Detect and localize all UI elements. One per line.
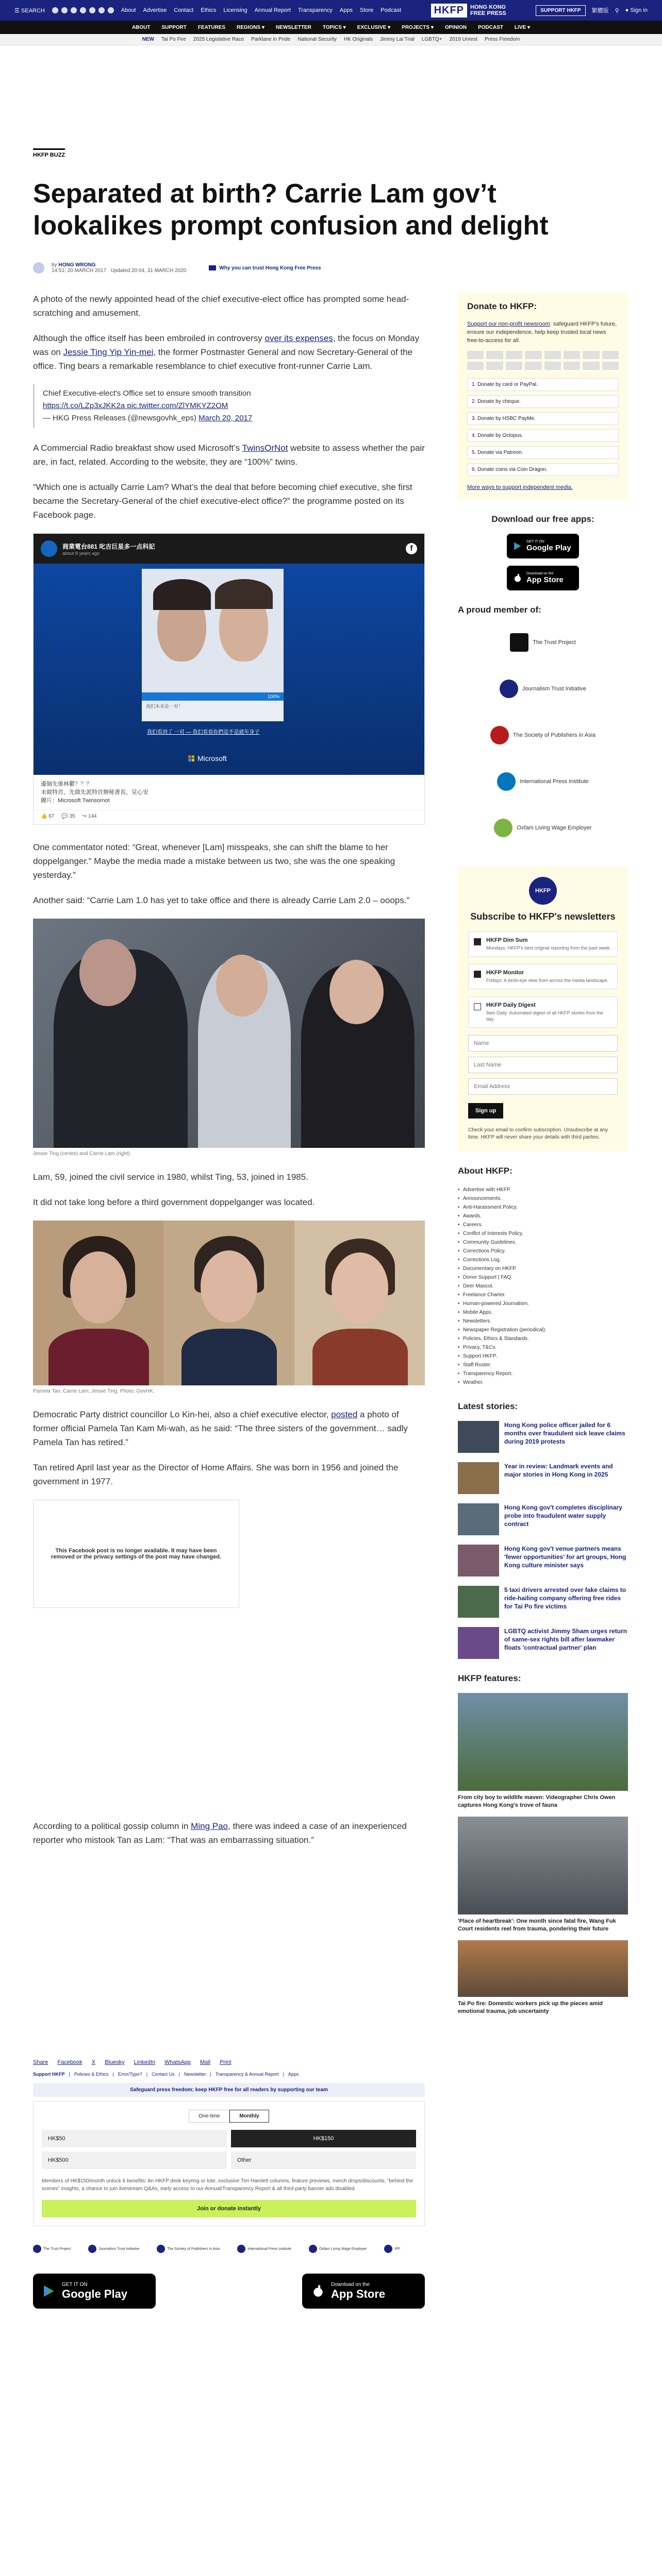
- checkbox[interactable]: [474, 938, 481, 945]
- member-logo[interactable]: Oxfam Living Wage Employer: [458, 810, 628, 846]
- paragraph: It did not take long before a third government doppelganger was located.: [33, 1197, 315, 1207]
- amount-option[interactable]: Other: [231, 2151, 416, 2169]
- author-line: by HONG WRONG 14:51, 20 MARCH 2017 Updated 20:04, 31 MARCH 2020: [52, 262, 187, 274]
- payment-option[interactable]: 2. Donate by cheque.: [467, 395, 619, 408]
- about-link[interactable]: • Community Guidelines.: [458, 1238, 628, 1247]
- trending-item[interactable]: Tai Po Fire: [161, 37, 186, 42]
- partner-logo[interactable]: Oxfam Living Wage Employer: [309, 2245, 367, 2253]
- members-note: Members of HK$150/month unlock 6 benefits: An HKFP desk keyring or tote, exclusive Tim Hamlett columns, feature previews, merch drops/discounts, “behind the scenes” insights, a chance to join livestream Q&As, early access to our Annual/Transparency Report & all third-party banner ads disabled.: [42, 2178, 413, 2192]
- newsletter-option[interactable]: HKFP Dim Sum Mondays: HKFP's best original reporting from the past week.: [468, 931, 618, 957]
- logo-mark: HKFP: [431, 4, 467, 18]
- checkbox[interactable]: [474, 1003, 481, 1010]
- util-link-about[interactable]: About: [121, 7, 136, 13]
- card-icon: [544, 362, 561, 370]
- card-icon: [602, 362, 619, 370]
- card-icon: [486, 351, 503, 359]
- about-link[interactable]: • Announcements.: [458, 1194, 628, 1203]
- story-thumbnail: [458, 1503, 499, 1535]
- share-x[interactable]: X: [91, 2059, 96, 2065]
- feature-story[interactable]: From city boy to wildlife maven: Videographer Chris Owen captures Hong Kong's trove of fauna: [458, 1693, 628, 1809]
- face-lam: [329, 960, 384, 1024]
- utility-bar: [0, 0, 662, 21]
- facebook-video-embed[interactable]: [33, 533, 425, 825]
- join-donate-button[interactable]: Join or donate instantly: [42, 2200, 416, 2217]
- payment-method-icons: [467, 351, 619, 370]
- share-facebook[interactable]: Facebook: [57, 2059, 82, 2065]
- newsletter-option[interactable]: HKFP Monitor Fridays: A birds-eye view from across the media landscape.: [468, 964, 618, 989]
- util-link-store[interactable]: Store: [360, 7, 374, 13]
- search-label: SEARCH: [21, 7, 45, 14]
- partner-logo[interactable]: Journalism Trust Initiative: [88, 2245, 139, 2253]
- match-percentage: 100%: [142, 692, 284, 701]
- portrait-ting: [294, 1221, 425, 1385]
- checkbox[interactable]: [474, 971, 481, 978]
- nav-support[interactable]: SUPPORT: [161, 24, 187, 30]
- hair-left: [153, 579, 211, 610]
- partner-logo[interactable]: IPF: [384, 2245, 400, 2253]
- payment-option[interactable]: 1. Donate by card or PayPal.: [467, 378, 619, 391]
- separator: |: [283, 2072, 284, 2077]
- about-link[interactable]: • Corrections Policy.: [458, 1247, 628, 1256]
- about-link[interactable]: • Freelance Charter.: [458, 1291, 628, 1299]
- member-logo[interactable]: The Society of Publishers in Asia: [458, 717, 628, 753]
- social-icons: [52, 7, 114, 13]
- nav-regions[interactable]: REGIONS ▾: [237, 24, 264, 30]
- card-icon: [506, 351, 522, 359]
- google-play-badge[interactable]: GET IT ON Google Play: [33, 2274, 156, 2309]
- about-link[interactable]: • Staff Roster.: [458, 1361, 628, 1369]
- about-link[interactable]: • Newsletters.: [458, 1317, 628, 1326]
- sidebar: [458, 292, 628, 2309]
- partner-logos: [33, 2245, 425, 2253]
- author-link[interactable]: HONG WRONG: [58, 262, 96, 268]
- apple-icon: [513, 573, 522, 583]
- microsoft-logo: Microsoft: [188, 754, 227, 762]
- article-body: [33, 292, 425, 2309]
- google-play-icon: [513, 541, 522, 551]
- name-field[interactable]: [468, 1035, 618, 1052]
- paragraph: Democratic Party district councillor Lo Kin-hei, also a chief executive elector, posted a photo of former official Pamela Tan Kam Mi-wah, as he said: “The three sisters of the government… sadly Pamela Tan has retired.”: [33, 1410, 408, 1447]
- face-ting: [216, 955, 268, 1016]
- share-linkedin[interactable]: LinkedIn: [134, 2059, 156, 2065]
- paragraph: One commentator noted: “Great, whenever [Lam] misspeaks, she can shift the blame to her doppelganger.” Maybe the media made a mistake between us two, she was the one speaking yesterday.”: [33, 842, 395, 880]
- fb-reactions[interactable]: 👍 67: [41, 814, 55, 819]
- embedded-tweet: [33, 384, 425, 428]
- posted-link[interactable]: posted: [331, 1410, 358, 1419]
- footer-link[interactable]: Apps: [288, 2072, 299, 2077]
- about-link[interactable]: • Weather.: [458, 1378, 628, 1387]
- separator: |: [69, 2072, 70, 2077]
- nav-opinion[interactable]: OPINION: [444, 24, 467, 30]
- about-link[interactable]: • Conflict of Interests Policy.: [458, 1229, 628, 1238]
- paragraph: Lam, 59, joined the civil service in 1980, whilst Ting, 53, joined in 1985.: [33, 1172, 308, 1182]
- story-thumbnail: [458, 1421, 499, 1453]
- amount-option-selected[interactable]: HK$150: [231, 2130, 416, 2147]
- support-newsroom-link[interactable]: Support our non-profit newsroom: [467, 321, 550, 327]
- page-body: [0, 45, 662, 2309]
- story-thumbnail: [458, 1462, 499, 1494]
- partner-logo[interactable]: The Trust Project: [33, 2245, 71, 2253]
- share-row: [33, 2059, 425, 2065]
- features-title: HKFP features:: [458, 1673, 521, 1683]
- about-link[interactable]: • Advertise with HKFP.: [458, 1185, 628, 1194]
- donate-strip[interactable]: Safeguard press freedom; keep HKFP free for all readers by supporting our team: [33, 2083, 425, 2097]
- latest-stories: [458, 1421, 628, 1659]
- app-store-row: [33, 2274, 425, 2309]
- feature-story[interactable]: 'Place of heartbreak': One month since fatal fire, Wang Fuk Court residents reel from trauma, pondering their future: [458, 1817, 628, 1933]
- trust-icon: [209, 265, 216, 270]
- story-thumbnail: [458, 1545, 499, 1577]
- freq-one-time[interactable]: One-time: [189, 2110, 229, 2123]
- fb-shares[interactable]: ↪ 144: [82, 814, 97, 819]
- last-name-field[interactable]: [468, 1057, 618, 1073]
- fb-post-time: about 8 years ago: [62, 550, 100, 556]
- paragraph: Another said: “Carrie Lam 1.0 has yet to take office and there is already Carrie Lam 2.0 – ooops.”: [33, 895, 410, 905]
- nav-topics[interactable]: TOPICS ▾: [322, 24, 346, 30]
- card-icon: [525, 362, 541, 370]
- member-logo[interactable]: The Trust Project: [458, 624, 628, 660]
- donate-box: [33, 2101, 425, 2226]
- twins-result-card: [142, 569, 284, 692]
- about-link[interactable]: • Mobile Apps.: [458, 1308, 628, 1317]
- latest-story[interactable]: 5 taxi drivers arrested over fake claims to ride-hailing company offering free rides for Tai Po fire victims: [458, 1586, 628, 1618]
- paragraph: A photo of the newly appointed head of the chief executive-elect office has prompted some head-scratching and amusement.: [33, 294, 409, 318]
- publish-date: 14:51, 20 MARCH 2017: [52, 268, 107, 274]
- about-link[interactable]: • Support HKFP.: [458, 1352, 628, 1361]
- linkedin-icon[interactable]: [98, 7, 105, 13]
- paragraph: Tan retired April last year as the Director of Home Affairs. She was born in 1956 and joined the government in 1977.: [33, 1463, 399, 1486]
- photo-three-officials: [33, 1221, 425, 1385]
- donate-widget: [458, 292, 628, 500]
- article-footer-links: [33, 2072, 425, 2077]
- article-header: [0, 45, 662, 274]
- card-caption: 我们本来是一对！: [142, 701, 284, 721]
- util-link-annual-report[interactable]: Annual Report: [254, 7, 291, 13]
- footer-link[interactable]: Error/Typo?: [118, 2072, 142, 2077]
- search-link[interactable]: ☰ SEARCH: [14, 7, 45, 14]
- nav-features[interactable]: FEATURES: [197, 24, 226, 30]
- apple-icon: [311, 2284, 325, 2298]
- tweet-text: Chief Executive-elect's Office set to ensure smooth transition: [43, 389, 251, 398]
- x-icon[interactable]: [61, 7, 68, 13]
- fb-video-frame[interactable]: [34, 564, 424, 775]
- tweet-source: — HKG Press Releases (@newsgovhk_eps): [43, 414, 199, 422]
- app-store-badge[interactable]: Download on the App Store: [302, 2274, 425, 2309]
- trending-item[interactable]: 2025 Legislative Race: [193, 37, 244, 42]
- separator: |: [178, 2072, 180, 2077]
- sign-in-link[interactable]: ● Sign in: [625, 7, 648, 13]
- util-link-advertise[interactable]: Advertise: [143, 7, 167, 13]
- apps-title: Download our free apps:: [491, 514, 594, 524]
- photo-caption: Pamela Tan, Carrie Lam, Jessie Ting. Photo: GovHK.: [33, 1388, 155, 1394]
- feature-image: [458, 1817, 628, 1914]
- card-icon: [467, 351, 484, 359]
- frequency-toggle: [42, 2110, 416, 2123]
- util-link-ethics[interactable]: Ethics: [201, 7, 217, 13]
- feature-image: [458, 1940, 628, 1997]
- main-nav: [0, 21, 662, 34]
- trending-item[interactable]: Jimmy Lai Trial: [380, 37, 415, 42]
- trending-bar: [0, 34, 662, 45]
- separator: |: [210, 2072, 211, 2077]
- story-thumbnail: [458, 1586, 499, 1618]
- card-icon: [544, 351, 561, 359]
- youtube-icon[interactable]: [89, 7, 95, 13]
- about-link[interactable]: • Privacy, T&Cs.: [458, 1343, 628, 1352]
- latest-story[interactable]: Hong Kong gov't completes disciplinary probe into fraudulent water supply contract: [458, 1503, 628, 1535]
- share-bluesky[interactable]: Bluesky: [105, 2059, 125, 2065]
- app-store-badge[interactable]: Download on the App Store: [507, 566, 579, 590]
- payment-option[interactable]: 6. Donate coins via Coin Dragon.: [467, 463, 619, 476]
- nav-live[interactable]: LIVE ▾: [515, 24, 531, 30]
- expenses-link[interactable]: over its expenses: [264, 333, 333, 343]
- amount-option[interactable]: HK$50: [42, 2130, 227, 2147]
- card-icon: [564, 351, 580, 359]
- telegram-icon[interactable]: [108, 7, 114, 13]
- footer-link[interactable]: Policies & Ethics: [74, 2072, 109, 2077]
- util-link-transparency[interactable]: Transparency: [298, 7, 333, 13]
- fb-comments[interactable]: 💬 35: [61, 814, 75, 819]
- photo-ting-and-lam: [33, 919, 425, 1148]
- feature-story[interactable]: Tai Po fire: Domestic workers pick up the pieces amid emotional trauma, job uncertainty: [458, 1940, 628, 2015]
- share-print[interactable]: Print: [220, 2059, 231, 2065]
- language-switch[interactable]: 繁體版: [591, 8, 609, 14]
- ming-pao-link[interactable]: Ming Pao: [191, 1821, 228, 1831]
- hkfp-badge: HKFP: [529, 877, 557, 905]
- article-category[interactable]: HKFP BUZZ: [33, 148, 65, 158]
- about-link[interactable]: • Human-powered Journalism.: [458, 1299, 628, 1308]
- newsletter-option[interactable]: HKFP Daily Digest 9am Daily: Automated digest of all HKFP stories from the day.: [468, 996, 618, 1028]
- member-logo[interactable]: Journalism Trust Initiative: [458, 671, 628, 707]
- twinsornot-link[interactable]: TwinsOrNot: [242, 443, 288, 453]
- fb-page-name[interactable]: 商業電台881 叱吉巨星多一点科記: [62, 543, 155, 550]
- footer-link[interactable]: Support HKFP: [33, 2072, 65, 2077]
- microsoft-icon: [188, 755, 194, 761]
- card-icon: [486, 362, 503, 370]
- partner-logo[interactable]: The Society of Publishers in Asia: [157, 2245, 220, 2253]
- fb-post-text: 邊個先係林鬱？？？ 未做特首，先做先派特首辦秘書長，見心安 圖片：Microsoft Twinsornot: [34, 775, 424, 810]
- payment-option[interactable]: 4. Donate by Octopus.: [467, 429, 619, 442]
- sign-up-button[interactable]: Sign up: [468, 1103, 503, 1118]
- about-title: About HKFP:: [458, 1166, 512, 1176]
- latest-story[interactable]: Hong Kong police officer jailed for 6 months over fraudulent sick leave claims during 2019 protests: [458, 1421, 628, 1453]
- member-title: A proud member of:: [458, 605, 541, 615]
- email-field[interactable]: [468, 1078, 618, 1095]
- more-ways-link[interactable]: More ways to support independent media.: [467, 484, 573, 490]
- nav-projects[interactable]: PROJECTS ▾: [402, 24, 434, 30]
- paragraph: A Commercial Radio breakfast show used Microsoft’s TwinsOrNot website to assess whether the pair are, in fact, related. According to the website, they are “100%” twins.: [33, 443, 425, 467]
- facebook-unavailable-embed: This Facebook post is no longer available. It may have been removed or the privacy settings of the post may have changed.: [33, 1500, 239, 1608]
- util-link-contact[interactable]: Contact: [174, 7, 194, 13]
- nav-newsletter[interactable]: NEWSLETTER: [275, 24, 311, 30]
- about-list: [458, 1185, 628, 1387]
- newsletter-title: Subscribe to HKFP's newsletters: [470, 911, 616, 922]
- latest-title: Latest stories:: [458, 1401, 518, 1411]
- about-link[interactable]: • Policies, Ethics & Standards.: [458, 1334, 628, 1343]
- payment-options: [467, 378, 619, 476]
- threads-icon[interactable]: [80, 7, 86, 13]
- hair-right: [215, 579, 273, 609]
- about-link[interactable]: • Awards.: [458, 1212, 628, 1221]
- latest-story[interactable]: LGBTQ activist Jimmy Sham urges return of same-sex rights bill after lawmaker floats 'contractual partner' plan: [458, 1627, 628, 1659]
- util-link-podcast[interactable]: Podcast: [380, 7, 402, 13]
- about-link[interactable]: • Anti-Harassment Policy.: [458, 1203, 628, 1212]
- face-man: [79, 939, 136, 1006]
- share-label: Share: [33, 2059, 48, 2065]
- portrait-tan: [33, 1221, 163, 1385]
- tweet-date-link[interactable]: March 20, 2017: [198, 414, 253, 422]
- card-icon: [564, 362, 580, 370]
- nav-about[interactable]: ABOUT: [131, 24, 151, 30]
- card-icon: [583, 362, 599, 370]
- footer-link[interactable]: Transparency & Annual Report: [215, 2072, 279, 2077]
- portrait-lam: [163, 1221, 294, 1385]
- util-link-licensing[interactable]: Licensing: [223, 7, 247, 13]
- site-logo[interactable]: [401, 4, 536, 18]
- freq-monthly[interactable]: Monthly: [229, 2110, 269, 2123]
- google-play-icon: [42, 2284, 56, 2298]
- trending-item[interactable]: Press Freedom: [485, 37, 520, 42]
- about-link[interactable]: • Careers.: [458, 1221, 628, 1229]
- newsletter-widget: [458, 867, 628, 1151]
- partner-logo[interactable]: International Press Institute: [237, 2245, 291, 2253]
- byline: [33, 262, 629, 274]
- about-link[interactable]: • Newspaper Registration (periodical).: [458, 1326, 628, 1334]
- member-logo[interactable]: International Press Institute: [458, 764, 628, 800]
- payment-option[interactable]: 5. Donate via Patreon.: [467, 446, 619, 459]
- trust-link[interactable]: Why you can trust Hong Kong Free Press: [209, 265, 321, 271]
- share-whatsapp[interactable]: WhatsApp: [164, 2059, 191, 2065]
- jessie-ting-link[interactable]: Jessie Ting Yip Yin-mei: [63, 347, 154, 357]
- photo-caption: Jessie Ting (centre) and Carrie Lam (right).: [33, 1151, 131, 1157]
- google-play-badge[interactable]: GET IT ON Google Play: [507, 534, 579, 558]
- trending-item[interactable]: Parklane in Pride: [251, 37, 291, 42]
- about-link[interactable]: • Transparency Report.: [458, 1369, 628, 1378]
- footer-link[interactable]: Contact Us: [152, 2072, 175, 2077]
- newsletter-note: Check your email to confirm subscription. Unsubscribe at any time. HKFP will never share your details with third parties.: [468, 1127, 608, 1140]
- facebook-icon[interactable]: [52, 7, 58, 13]
- amount-options: [42, 2130, 416, 2169]
- trending-item[interactable]: National Security: [297, 37, 337, 42]
- card-icon: [602, 351, 619, 359]
- facebook-icon[interactable]: f: [406, 543, 417, 554]
- card-link[interactable]: 我们看到了 一对 — 我们看看你們是不是就年身子: [147, 730, 260, 735]
- trending-new-label: NEW: [142, 37, 154, 42]
- paragraph: According to a political gossip column in Ming Pao, there was indeed a case of an inexperienced reporter who mistook Tan as Lam: “That was an embarrassing situation.”: [33, 1821, 407, 1845]
- spacer: [33, 1858, 425, 2049]
- card-icon: [506, 362, 522, 370]
- about-link[interactable]: • Corrections Log.: [458, 1256, 628, 1264]
- support-hkfp-button[interactable]: SUPPORT HKFP: [536, 5, 585, 16]
- about-link[interactable]: • Documentary on HKFP.: [458, 1264, 628, 1273]
- paragraph: Although the office itself has been embroiled in controversy over its expenses, the focus on Monday was on Jessie Ting Yip Yin-mei, the former Postmaster General and now Secretary-General of the office. Ting bears a remarkable resemblance to chief executive front-runner Carrie Lam.: [33, 333, 420, 371]
- logo-text: HONG KONG FREE PRESS: [470, 4, 506, 16]
- nav-exclusive[interactable]: EXCLUSIVE ▾: [357, 24, 391, 30]
- story-thumbnail: [458, 1627, 499, 1659]
- feature-image: [458, 1693, 628, 1791]
- latest-story[interactable]: Year in review: Landmark events and major stories in Hong Kong in 2025: [458, 1462, 628, 1494]
- card-icon: [525, 351, 541, 359]
- article-headline: Separated at birth? Carrie Lam gov’t lookalikes prompt confusion and delight: [33, 179, 549, 241]
- about-link[interactable]: • Donor Support | FAQ.: [458, 1273, 628, 1282]
- fb-engagement: [34, 810, 424, 824]
- spacer: [33, 1623, 425, 1819]
- tweet-link[interactable]: https://t.co/LZp3xJKK2a pic.twitter.com/ZlYMKYZ2OM: [43, 401, 228, 410]
- search-icon[interactable]: ⚲: [615, 7, 619, 14]
- footer-link[interactable]: Newsletter: [184, 2072, 206, 2077]
- trending-item[interactable]: LGBTQ+: [421, 37, 442, 42]
- share-mail[interactable]: Mail: [200, 2059, 211, 2065]
- latest-story[interactable]: Hong Kong gov't venue partners means 'fewer opportunities' for art groups, Hong Kong culture minister says: [458, 1545, 628, 1577]
- donate-text: Support our non-profit newsroom: safeguard HKFP's future, ensure our independence, help keep trusted local news free-to-access for all.: [467, 321, 617, 344]
- paragraph: “Which one is actually Carrie Lam? What’s the deal that before becoming chief executive, she first became the Secretary-General of the chief executive-elect office?” the programme posted on its Facebook page.: [33, 482, 412, 520]
- trending-item[interactable]: HK Originals: [343, 37, 373, 42]
- card-icon: [467, 362, 484, 370]
- sidebar-app-badges: [458, 534, 628, 590]
- instagram-icon[interactable]: [71, 7, 77, 13]
- payment-option[interactable]: 3. Donate by HSBC PayMe.: [467, 412, 619, 425]
- fb-page-avatar[interactable]: [41, 540, 57, 557]
- separator: |: [146, 2072, 148, 2077]
- updated-date: Updated 20:04, 31 MARCH 2020: [110, 268, 187, 274]
- about-link[interactable]: • Deer Mascot.: [458, 1282, 628, 1291]
- separator: |: [112, 2072, 114, 2077]
- amount-option[interactable]: HK$500: [42, 2151, 227, 2169]
- author-avatar: [33, 262, 44, 274]
- trending-item[interactable]: 2019 Unrest: [449, 37, 477, 42]
- nav-podcast[interactable]: PODCAST: [478, 24, 503, 30]
- card-icon: [583, 351, 599, 359]
- donate-title: Donate to HKFP:: [467, 301, 537, 311]
- util-link-apps[interactable]: Apps: [339, 7, 353, 13]
